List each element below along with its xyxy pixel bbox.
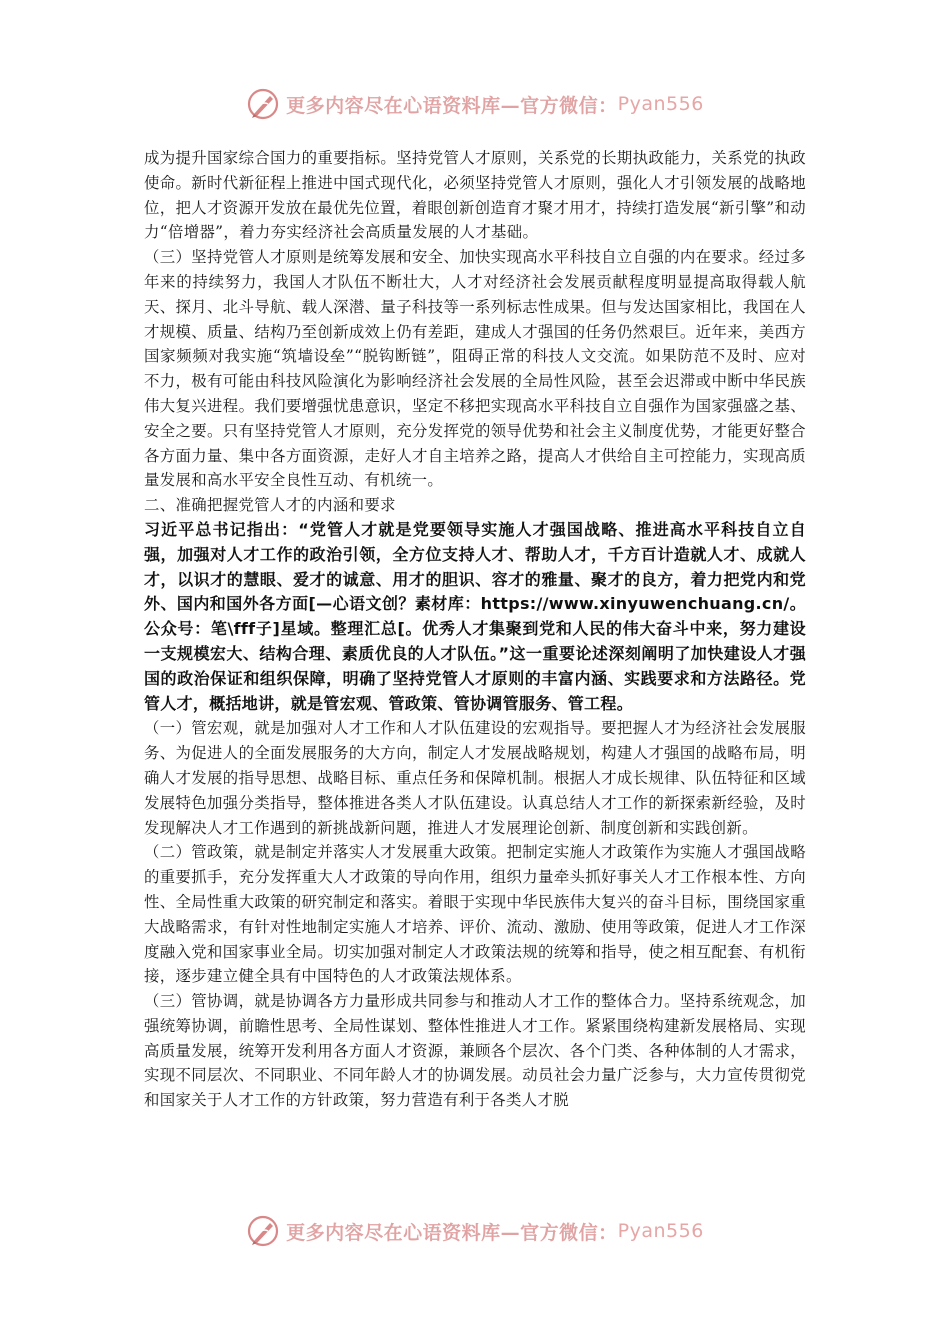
banner-wechat-id: Pyan556 — [617, 93, 704, 115]
banner-wechat-id: Pyan556 — [617, 1220, 704, 1242]
paragraph: （二）管政策，就是制定并落实人才发展重大政策。把制定实施人才政策作为实施人才强国战略的重要抓手，充分发挥重大人才政策的导向作用，组织力量牵头抓好事关人才工作根本性、方向性、全局性重大政策的研究制定和落实。着眼于实现中华民族伟大复兴的奋斗目标，围绕国家重大战略需求，有针对性地制定实施人才培养、评价、流动、激励、使用等政策，促进人才工作深度融入党和国家事业全局。切实加强对制定人才政策法规的统筹和指导，使之相互配套、有机衔接，逐步建立健全具有中国特色的人才政策法规体系。 — [144, 843, 806, 986]
pen-logo-icon — [246, 1214, 280, 1248]
paragraph: （三）坚持党管人才原则是统筹发展和安全、加快实现高水平科技自立自强的内在要求。经过多年来的持续努力，我国人才队伍不断壮大，人才对经济社会发展贡献程度明显提高取得载人航天、探月、北斗导航、载人深潜、量子科技等一系列标志性成果。但与发达国家相比，我国在人才规模、质量、结构乃至创新成效上仍有差距，建成人才强国的任务仍然艰巨。近年来，美西方国家频频对我实施“筑墙设垒”“脱钩断链”，阻碍正常的科技人文交流。如果防范不及时、应对不力，极有可能由科技风险演化为影响经济社会发展的全局性风险，甚至会迟滞或中断中华民族伟大复兴进程。我们要增强忧患意识，坚定不移把实现高水平科技自立自强作为国家强盛之基、安全之要。只有坚持党管人才原则，充分发挥党的领导优势和社会主义制度优势，才能更好整合各方面力量、集中各方面资源，走好人才自主培养之路，提高人才供给自主可控能力，实现高质量发展和高水平安全良性互动、有机统一。 — [144, 248, 806, 490]
banner-text: 更多内容尽在心语资料库—官方微信： — [286, 94, 618, 117]
bold-quote-paragraph: 习近平总书记指出：“党管人才就是党要领导实施人才强国战略、推进高水平科技自立自强，加强对人才工作的政治引领，全方位支持人才、帮助人才，千方百计造就人才、成就人才，以识才的慧眼、爱才的诚意、用才的胆识、容才的雅量、聚才的良方，着力把党内和党外、国内和国外各方面[—心语文创？素材库：https://www.xinyuwenchuang.cn/。公众号：笔\fff子]星域。整理汇总[。优秀人才集聚到党和人民的伟大奋斗中来，努力建设一支规模宏大、结构合理、素质优良的人才队伍。”这一重要论述深刻阐明了加快建设人才强国的政治保证和组织保障，明确了坚持党管人才原则的丰富内涵、实践要求和方法路径。党管人才，概括地讲，就是管宏观、管政策、管协调管服务、管工程。 — [144, 519, 806, 713]
header-banner — [0, 84, 950, 124]
paragraph: 成为提升国家综合国力的重要指标。坚持党管人才原则，关系党的长期执政能力，关系党的执政使命。新时代新征程上推进中国式现代化，必须坚持党管人才原则，强化人才引领发展的战略地位，把人才资源开发放在最优先位置，着眼创新创造育才聚才用才，持续打造发展“新引擎”和动力“倍增器”，着力夯实经济社会高质量发展的人才基础。 — [144, 149, 806, 242]
footer-banner — [0, 1211, 950, 1251]
paragraph: （三）管协调，就是协调各方力量形成共同参与和推动人才工作的整体合力。坚持系统观念，加强统筹协调，前瞻性思考、全局性谋划、整体性推进人才工作。紧紧围绕构建新发展格局、实现高质量发展，统筹开发利用各方面人才资源，兼顾各个层次、各个门类、各种体制的人才需求，实现不同层次、不同职业、不同年龄人才的协调发展。动员社会力量广泛参与，大力宣传贯彻党和国家关于人才工作的方针政策，努力营造有利于各类人才脱 — [144, 992, 806, 1110]
paragraph: （一）管宏观，就是加强对人才工作和人才队伍建设的宏观指导。要把握人才为经济社会发展服务、为促进人的全面发展服务的大方向，制定人才发展战略规划，构建人才强国的战略布局，明确人才发展的指导思想、战略目标、重点任务和保障机制。根据人才成长规律、队伍特征和区域发展特色加强分类指导，整体推进各类人才队伍建设。认真总结人才工作的新探索新经验，及时发现解决人才工作遇到的新挑战新问题，推进人才发展理论创新、制度创新和实践创新。 — [144, 719, 806, 837]
pen-logo-icon — [246, 87, 280, 121]
banner-text: 更多内容尽在心语资料库—官方微信： — [286, 1221, 618, 1244]
document-body — [144, 146, 806, 1113]
section-heading: 二、准确把握党管人才的内涵和要求 — [144, 496, 396, 515]
